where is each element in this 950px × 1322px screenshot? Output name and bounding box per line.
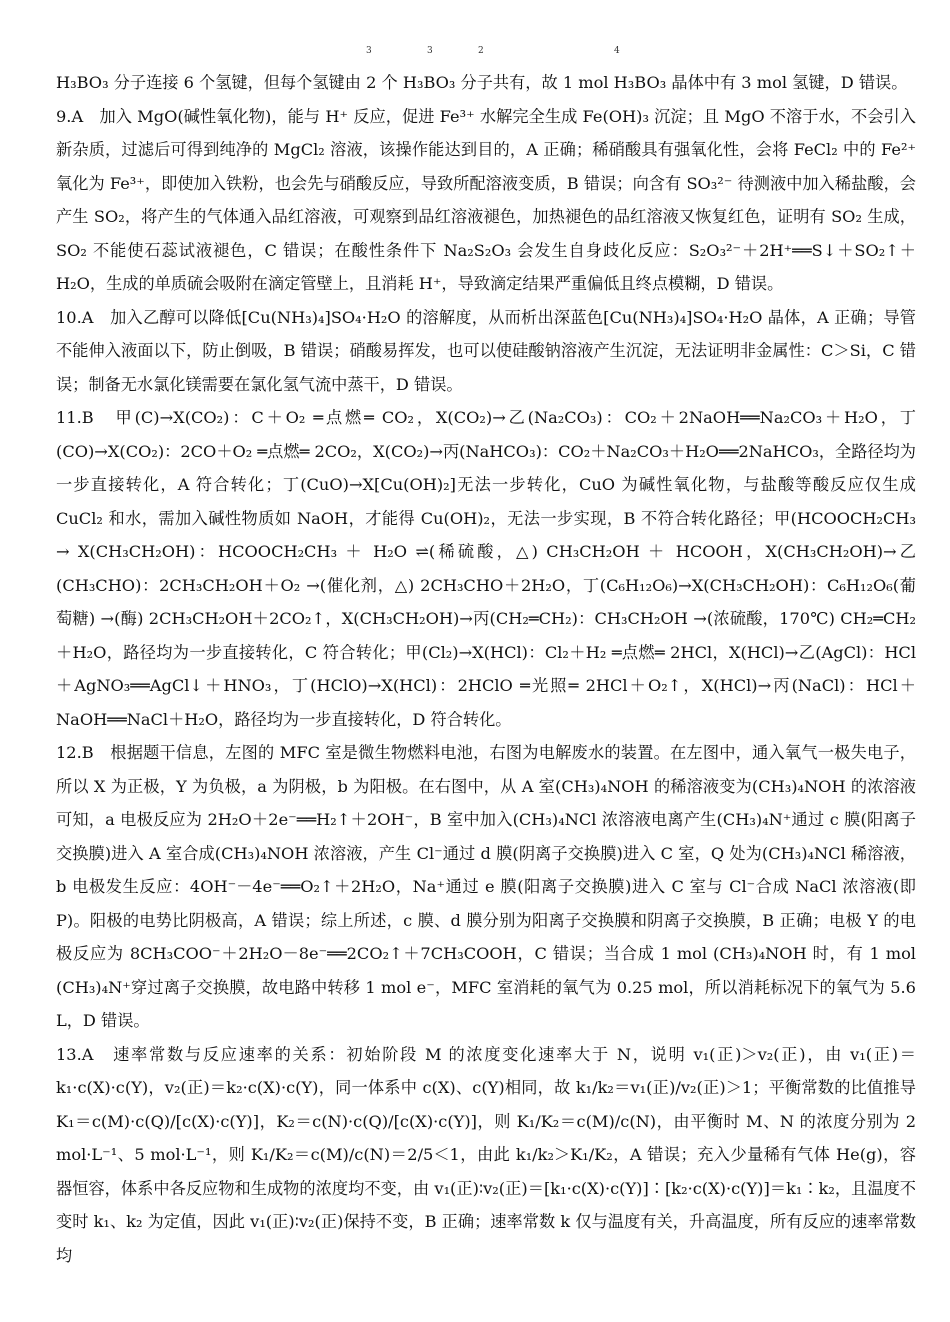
paragraph-text: 加入 MgO(碱性氧化物)，能与 H⁺ 反应，促进 Fe³⁺ 水解完全生成 Fe(OH)₃ 沉淀；且 MgO 不溶于水，不会引入新杂质，过滤后可得到纯净的 MgCl₂ 溶液，该操作能达到目的，A 正确；稀硝酸具有强氧化性，会将 FeCl₂ 中的 Fe²⁺ 氧化为 Fe³⁺，即使加入铁粉，也会先与硝酸反应，导致所配溶液变质，B 错误；向含有 SO₃²⁻ 待测液中加入稀盐酸，会产生 SO₂，将产生的气体通入品红溶液，可观察到品红溶液褪色，加热褪色的品红溶液又恢复红色，证明有 SO₂ 生成，SO₂ 不能使石蕊试液褪色，C 错误；在酸性条件下 Na₂S₂O₃ 会发生自身歧化反应：S₂O₃²⁻＋2H⁺══S↓＋SO₂↑＋H₂O，生成的单质硫会吸附在滴定管壁上，且消耗 H⁺，导致滴定结果严重偏低且终点模糊，D 错误。 — [56, 106, 916, 293]
item-number: 12.B — [56, 743, 94, 762]
header-number-row — [0, 46, 950, 60]
paragraph-text: 根据题干信息，左图的 MFC 室是微生物燃料电池，右图为电解废水的装置。在左图中，通入氧气一极失电子，所以 X 为正极，Y 为负极，a 为阴极，b 为阳极。在右图中，从 A 室(CH₃)₄NOH 的稀溶液变为(CH₃)₄NOH 的浓溶液可知，a 电极反应为 2H₂O＋2e⁻══H₂↑＋2OH⁻，B 室中加入(CH₃)₄NCl 浓溶液电离产生(CH₃)₄N⁺通过 c 膜(阳离子交换膜)进入 A 室合成(CH₃)₄NOH 浓溶液，产生 Cl⁻通过 d 膜(阴离子交换膜)进入 C 室，Q 处为(CH₃)₄NCl 稀溶液，b 电极发生反应：4OH⁻－4e⁻══O₂↑＋2H₂O，Na⁺通过 e 膜(阳离子交换膜)进入 C 室与 Cl⁻合成 NaCl 浓溶液(即 P)。阳极的电势比阴极高，A 错误；综上所述，c 膜、d 膜分别为阳离子交换膜和阴离子交换膜，B 正确；电极 Y 的电极反应为 8CH₃COO⁻＋2H₂O－8e⁻══2CO₂↑＋7CH₃COOH，C 错误；当合成 1 mol (CH₃)₄NOH 时，有 1 mol (CH₃)₄N⁺穿过离子交换膜，故电路中转移 1 mol e⁻，MFC 室消耗的氧气为 0.25 mol，所以消耗标况下的氧气为 5.6 L，D 错误。 — [56, 743, 916, 1030]
header-number: 3 — [366, 46, 372, 56]
item-number: 11.B — [56, 408, 94, 427]
item-number: 9.A — [56, 106, 84, 126]
paragraph-text: H₃BO₃ 分子连接 6 个氢键，但每个氢键由 2 个 H₃BO₃ 分子共有，故 1 mol H₃BO₃ 晶体中有 3 mol 氢键，D 错误。 — [56, 73, 908, 92]
header-number: 2 — [478, 46, 484, 56]
item-number: 13.A — [56, 1044, 94, 1064]
paragraph-text: 甲(C)→X(CO₂)：C＋O₂ ═点燃═ CO₂，X(CO₂)→乙(Na₂CO₃)：CO₂＋2NaOH══Na₂CO₃＋H₂O，丁(CO)→X(CO₂)：2CO＋O₂ ═点燃═ 2CO₂，X(CO₂)→丙(NaHCO₃)：CO₂＋Na₂CO₃＋H₂O══2NaHCO₃，全路径均为一步直接转化，A 符合转化；丁(CuO)→X[Cu(OH)₂]无法一步转化，CuO 为碱性氧化物，与盐酸等酸反应仅生成 CuCl₂ 和水，需加入碱性物质如 NaOH，才能得 Cu(OH)₂，无法一步实现，B 不符合转化路径；甲(HCOOCH₂CH₃ → X(CH₃CH₂OH)：HCOOCH₂CH₃ ＋ H₂O ⇌(稀硫酸，△) CH₃CH₂OH ＋ HCOOH，X(CH₃CH₂OH)→乙(CH₃CHO)：2CH₃CH₂OH＋O₂ →(催化剂，△) 2CH₃CHO＋2H₂O，丁(C₆H₁₂O₆)→X(CH₃CH₂OH)：C₆H₁₂O₆(葡萄糖) →(酶) 2CH₃CH₂OH＋2CO₂↑，X(CH₃CH₂OH)→丙(CH₂═CH₂)：CH₃CH₂OH →(浓硫酸，170℃) CH₂═CH₂＋H₂O，路径均为一步直接转化，C 符合转化；甲(Cl₂)→X(HCl)：Cl₂＋H₂ ═点燃═ 2HCl，X(HCl)→乙(AgCl)：HCl＋AgNO₃══AgCl↓＋HNO₃，丁(HClO)→X(HCl)：2HClO ═光照═ 2HCl＋O₂↑，X(HCl)→丙(NaCl)：HCl＋NaOH══NaCl＋H₂O，路径均为一步直接转化，D 符合转化。 — [56, 408, 916, 729]
paragraph-item-12 — [56, 736, 916, 1038]
paragraph-item-9 — [56, 100, 916, 301]
solution-text — [56, 66, 916, 1272]
paragraph-item-8-end — [56, 66, 916, 100]
paragraph-item-11 — [56, 401, 916, 736]
item-number: 10.A — [56, 307, 94, 327]
header-number: 4 — [614, 46, 620, 56]
header-number: 3 — [427, 46, 433, 56]
paragraph-text: 速率常数与反应速率的关系：初始阶段 M 的浓度变化速率大于 N，说明 v₁(正)＞v₂(正)，由 v₁(正)＝k₁·c(X)·c(Y)，v₂(正)＝k₂·c(X)·c(Y)，同一体系中 c(X)、c(Y)相同，故 k₁/k₂＝v₁(正)/v₂(正)＞1；平衡常数的比值推导 K₁＝c(M)·c(Q)/[c(X)·c(Y)]，K₂＝c(N)·c(Q)/[c(X)·c(Y)]，则 K₁/K₂＝c(M)/c(N)，由平衡时 M、N 的浓度分别为 2 mol·L⁻¹、5 mol·L⁻¹，则 K₁/K₂＝c(M)/c(N)＝2/5＜1，由此 k₁/k₂＞K₁/K₂，A 错误；充入少量稀有气体 He(g)，容器恒容，体系中各反应物和生成物的浓度均不变，由 v₁(正)∶v₂(正)＝[k₁·c(X)·c(Y)]∶[k₂·c(X)·c(Y)]＝k₁∶k₂，且温度不变时 k₁、k₂ 为定值，因此 v₁(正)∶v₂(正)保持不变，B 正确；速率常数 k 仅与温度有关，升高温度，所有反应的速率常数均 — [56, 1044, 916, 1265]
paragraph-item-13 — [56, 1038, 916, 1273]
paragraph-item-10 — [56, 301, 916, 402]
paragraph-text: 加入乙醇可以降低[Cu(NH₃)₄]SO₄·H₂O 的溶解度，从而析出深蓝色[Cu(NH₃)₄]SO₄·H₂O 晶体，A 正确；导管不能伸入液面以下，防止倒吸，B 错误；硝酸易挥发，也可以使硅酸钠溶液产生沉淀，无法证明非金属性：C＞Si，C 错误；制备无水氯化镁需要在氯化氢气流中蒸干，D 错误。 — [56, 307, 916, 394]
